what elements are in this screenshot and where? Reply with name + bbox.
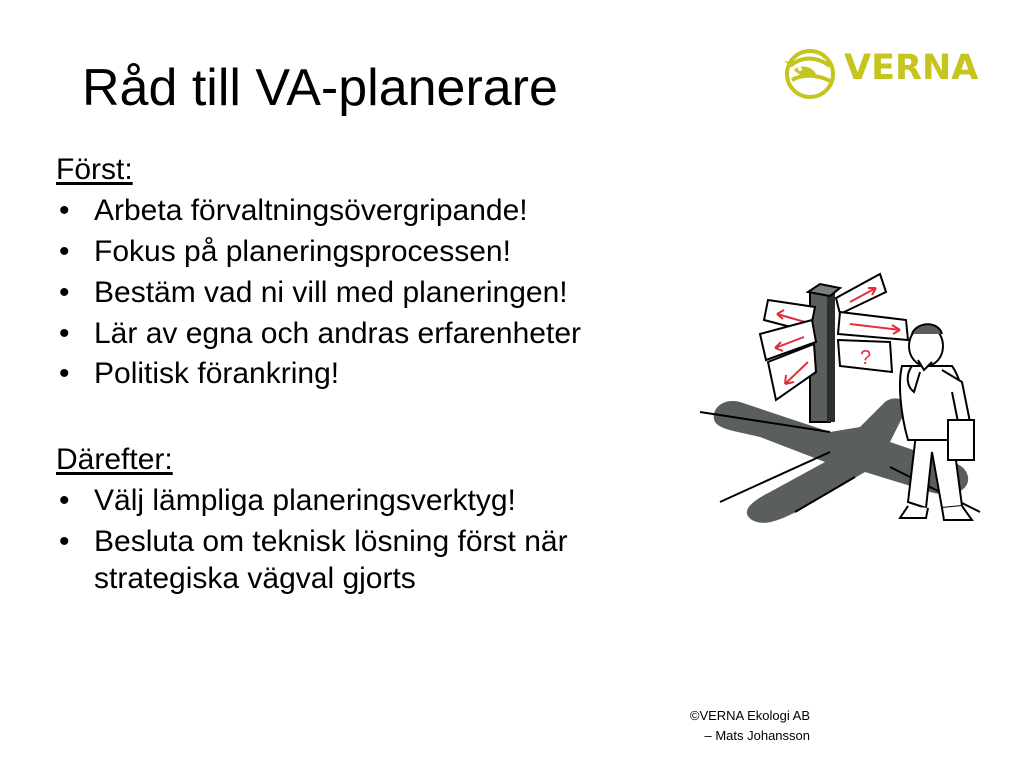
bullet-list-darefter [56,483,756,598]
section-heading-darefter: Därefter: [56,443,173,477]
verna-logo [782,44,982,104]
bird-globe-icon [782,44,842,104]
section-heading-forst: Först: [56,153,133,186]
footer-author: – Mats Johansson [704,728,810,744]
bullet-item: • Arbeta förvaltningsövergripande! [56,193,756,230]
sign-right-question [838,340,892,372]
sign-right-middle [838,312,908,340]
bullet-list-forst [56,193,756,393]
signpost-illustration [680,262,990,532]
slide-body [56,152,756,598]
footer-credit [600,706,810,746]
bullet-item: • Välj lämpliga planeringsverktyg! [56,483,756,520]
sign-right-top [836,274,886,314]
bullet-item: • Bestäm vad ni vill med planeringen! [56,275,756,312]
bullet-item: • Besluta om teknisk lösning först när strategiska vägval gjorts [56,524,654,598]
footer-copyright: ©VERNA Ekologi AB [689,708,810,723]
question-mark: ? [860,347,872,369]
bullet-item: • Politisk förankring! [56,356,756,393]
slide-title: Råd till VA-planerare [82,59,558,117]
bullet-item: • Lär av egna och andras erfarenheter [56,316,756,353]
logo-wordmark: VERNA [844,48,979,88]
bullet-item: • Fokus på planeringsprocessen! [56,234,756,271]
